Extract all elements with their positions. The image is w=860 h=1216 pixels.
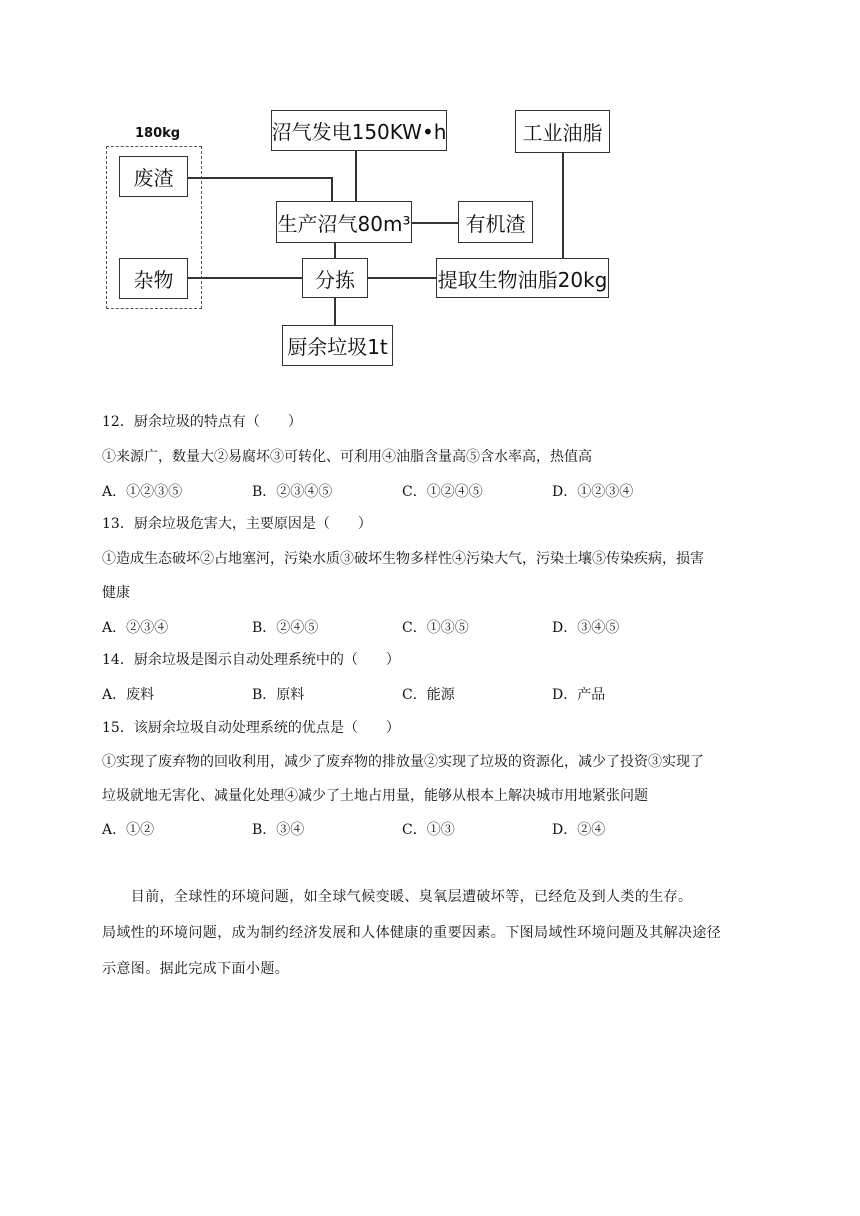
question-13-option-c[interactable]: C．①③⑤ xyxy=(402,620,469,636)
question-15-option-c[interactable]: C．①③ xyxy=(402,822,455,838)
question-15-items-line-1: ①实现了废弃物的回收利用，减少了废弃物的排放量②实现了垃圾的资源化，减少了投资③实现了 xyxy=(102,754,704,770)
question-13-option-b[interactable]: B．②④⑤ xyxy=(252,620,319,636)
question-15-option-d[interactable]: D．②④ xyxy=(552,822,606,838)
question-14-option-b[interactable]: B．原料 xyxy=(252,687,305,703)
intro-line-2: 局域性的环境问题，成为制约经济发展和人体健康的重要因素。下图局域性环境问题及其解决途径 xyxy=(102,925,722,941)
question-13-option-d[interactable]: D．③④⑤ xyxy=(552,620,620,636)
question-12-options xyxy=(102,481,762,501)
node-kitchen-waste: 厨余垃圾1t xyxy=(282,325,393,366)
connector-fenjian-zhaoqi xyxy=(334,243,336,259)
node-feizha: 废渣 xyxy=(119,156,188,197)
connector-fenjian-chuyu xyxy=(334,297,336,325)
question-15-items-line-2: 垃圾就地无害化、减量化处理④减少了土地占用量，能够从根本上解决城市用地紧张问题 xyxy=(102,788,648,804)
question-14-stem: 14．厨余垃圾是图示自动处理系统中的（ ） xyxy=(102,652,400,668)
question-15-option-a[interactable]: A．①② xyxy=(102,822,155,838)
connector-gongye-extract xyxy=(562,153,564,259)
node-industrial-oil: 工业油脂 xyxy=(515,110,610,153)
question-12-stem: 12．厨余垃圾的特点有（ ） xyxy=(102,414,302,430)
question-12-option-c[interactable]: C．①②④⑤ xyxy=(402,484,483,500)
connector-fadian-zhaoqi xyxy=(355,150,357,201)
node-zawu: 杂物 xyxy=(119,258,188,299)
question-15-stem: 15．该厨余垃圾自动处理系统的优点是（ ） xyxy=(102,720,400,736)
connector-fenjian-extract xyxy=(368,277,436,279)
question-13-stem: 13．厨余垃圾危害大，主要原因是（ ） xyxy=(102,516,372,532)
intro-line-3: 示意图。据此完成下面小题。 xyxy=(102,961,290,977)
connector-feizha-zhaoqi-h xyxy=(188,177,332,179)
connector-zawu-fenjian xyxy=(188,277,302,279)
node-sorting: 分拣 xyxy=(302,258,368,298)
input-group-weight-label: 180kg xyxy=(135,126,181,141)
question-14-option-a[interactable]: A．废料 xyxy=(102,687,155,703)
question-13-items-line-2: 健康 xyxy=(102,585,130,601)
question-13-options xyxy=(102,617,762,637)
question-13-option-a[interactable]: A．②③④ xyxy=(102,620,169,636)
question-13-items-line-1: ①造成生态破坏②占地塞河，污染水质③破坏生物多样性④污染大气，污染土壤⑤传染疾病，损害 xyxy=(102,551,704,567)
garbage-processing-diagram xyxy=(0,0,860,380)
question-15-option-b[interactable]: B．③④ xyxy=(252,822,305,838)
node-organic-residue: 有机渣 xyxy=(458,201,533,243)
connector-feizha-zhaoqi-v xyxy=(331,177,333,201)
question-12-option-b[interactable]: B．②③④⑤ xyxy=(252,484,333,500)
node-biogas-production: 生产沼气80m³ xyxy=(276,201,412,243)
question-12-option-a[interactable]: A．①②③⑤ xyxy=(102,484,183,500)
connector-zhaoqi-youjizha xyxy=(412,222,458,224)
question-12-option-d[interactable]: D．①②③④ xyxy=(552,484,634,500)
question-14-option-d[interactable]: D．产品 xyxy=(552,687,606,703)
question-12-items: ①来源广，数量大②易腐坏③可转化、可利用④油脂含量高⑤含水率高，热值高 xyxy=(102,449,592,465)
question-14-option-c[interactable]: C．能源 xyxy=(402,687,455,703)
node-biogas-power: 沼气发电150KW•h xyxy=(271,110,447,151)
question-14-options xyxy=(102,684,762,704)
node-oil-extraction: 提取生物油脂20kg xyxy=(436,258,609,298)
intro-line-1: 目前，全球性的环境问题，如全球气候变暖、臭氧层遭破坏等，已经危及到人类的生存。 xyxy=(102,889,693,905)
question-15-options xyxy=(102,819,762,839)
